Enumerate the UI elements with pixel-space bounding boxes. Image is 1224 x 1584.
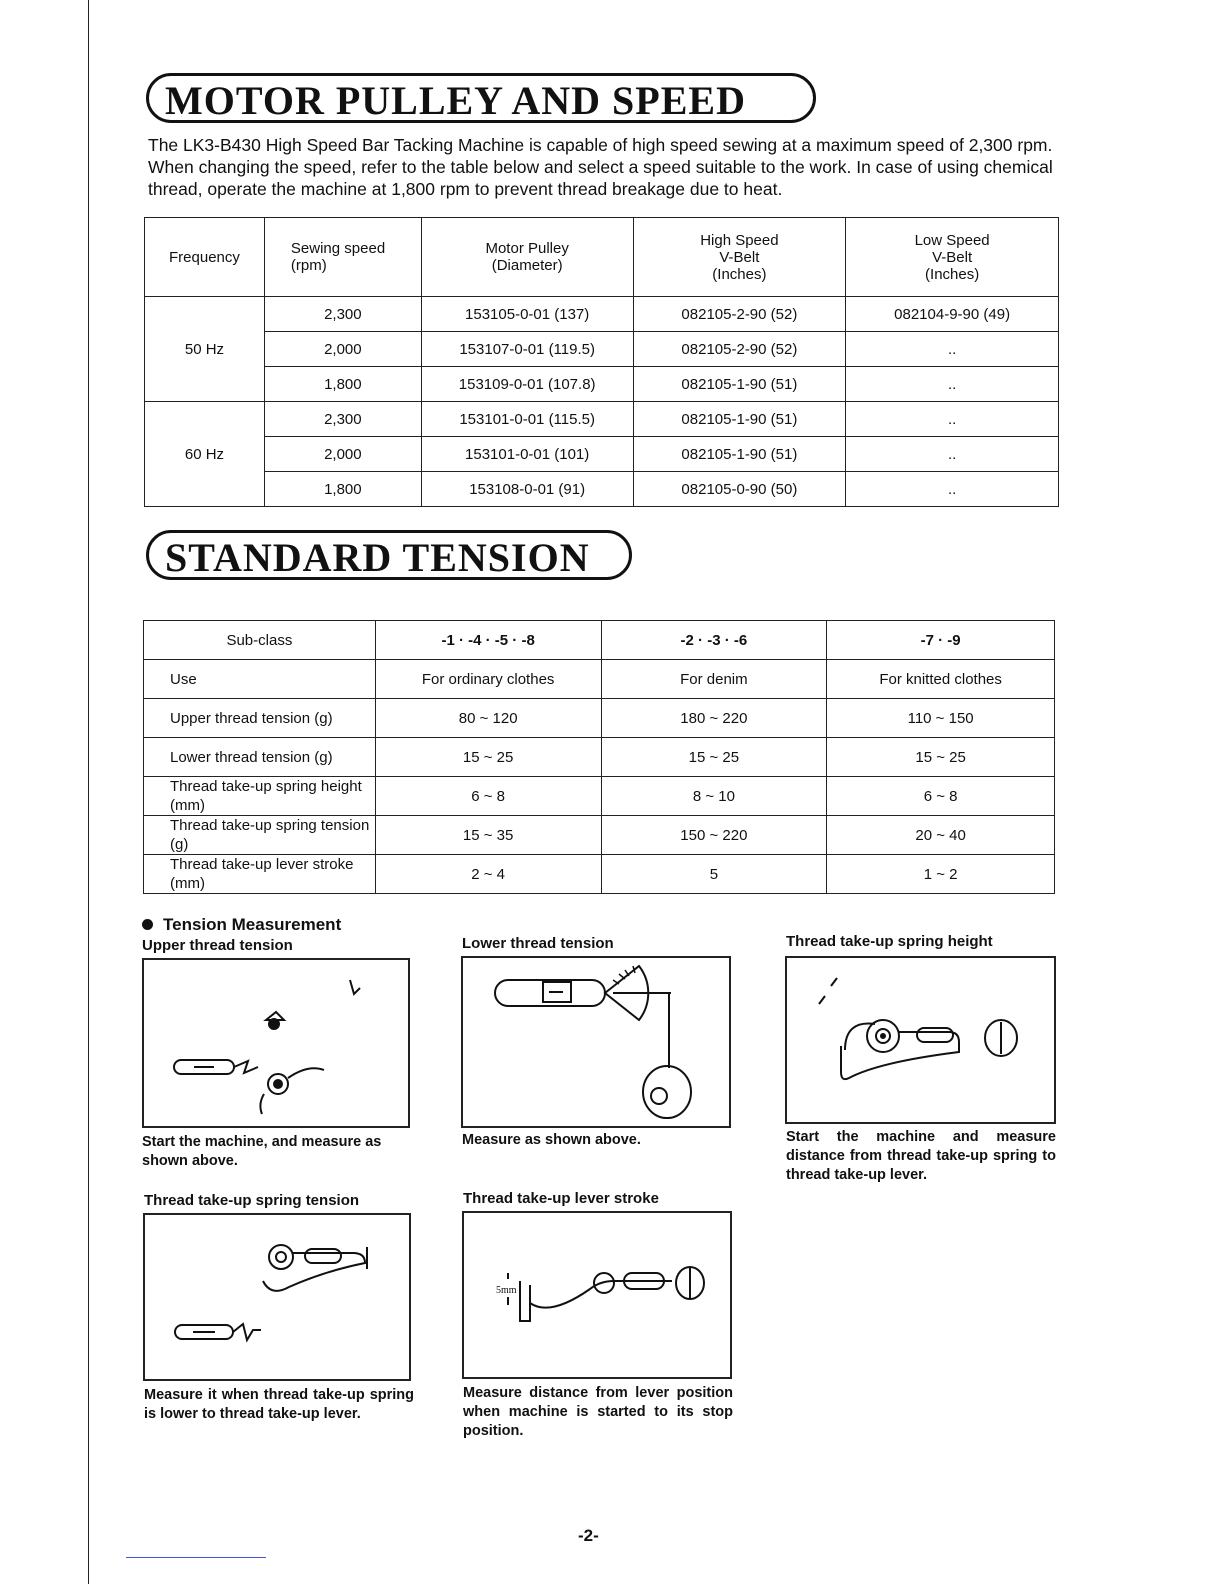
table-row bbox=[144, 855, 1055, 894]
footer-line bbox=[126, 1557, 266, 1558]
table-row bbox=[145, 437, 1059, 472]
cell-speed: 2,000 bbox=[264, 437, 421, 472]
motor-pulley-banner-title: MOTOR PULLEY AND SPEED bbox=[146, 73, 816, 123]
cell-low-belt: .. bbox=[846, 402, 1059, 437]
table-row bbox=[145, 402, 1059, 437]
table-cell: For ordinary clothes bbox=[375, 660, 601, 699]
header-subclass: Sub-class bbox=[144, 621, 376, 660]
cell-pulley: 153109-0-01 (107.8) bbox=[421, 367, 633, 402]
cell-pulley: 153107-0-01 (119.5) bbox=[421, 332, 633, 367]
header-high-speed: High Speed V-Belt (Inches) bbox=[633, 218, 846, 297]
cell-pulley: 153108-0-01 (91) bbox=[421, 472, 633, 507]
table-header-row bbox=[144, 621, 1055, 660]
row-label: Upper thread tension (g) bbox=[144, 699, 376, 738]
table-cell: 20 ~ 40 bbox=[827, 816, 1055, 855]
row-label: Use bbox=[144, 660, 376, 699]
row-label: Thread take-up spring height (mm) bbox=[144, 777, 376, 816]
table-cell: 180 ~ 220 bbox=[601, 699, 827, 738]
lever-stroke-figure bbox=[462, 1211, 732, 1379]
spring-tension-illustration-icon bbox=[145, 1215, 409, 1379]
row-label: Lower thread tension (g) bbox=[144, 738, 376, 777]
cell-low-belt: .. bbox=[846, 437, 1059, 472]
table-row bbox=[144, 699, 1055, 738]
row-label: Thread take-up lever stroke (mm) bbox=[144, 855, 376, 894]
cell-speed: 2,300 bbox=[264, 297, 421, 332]
table-row bbox=[145, 297, 1059, 332]
page-number: -2- bbox=[578, 1526, 599, 1545]
cell-low-belt: .. bbox=[846, 332, 1059, 367]
lever-stroke-title: Thread take-up lever stroke bbox=[463, 1190, 659, 1207]
table-cell: 15 ~ 25 bbox=[827, 738, 1055, 777]
upper-thread-tension-caption: Start the machine, and measure as shown above. bbox=[142, 1134, 382, 1169]
tension-measurement-heading: Tension Measurement bbox=[142, 915, 341, 935]
spring-tension-figure bbox=[143, 1213, 411, 1381]
table-cell: 80 ~ 120 bbox=[375, 699, 601, 738]
motor-pulley-table bbox=[144, 217, 1059, 507]
cell-high-belt: 082105-0-90 (50) bbox=[633, 472, 846, 507]
bobbin-case-gauge-icon bbox=[463, 958, 729, 1126]
bullet-icon bbox=[142, 919, 153, 930]
table-row bbox=[144, 816, 1055, 855]
cell-high-belt: 082105-1-90 (51) bbox=[633, 367, 846, 402]
table-row bbox=[144, 660, 1055, 699]
intro-paragraph: The LK3-B430 High Speed Bar Tacking Machine is capable of high speed sewing at a maximum speed of 2,300 rpm. When changing the speed, refer to the table below and select a speed suitable to the work. In case of using chemical thread, operate the machine at 1,800 rpm to prevent thread breakage due to heat. bbox=[148, 135, 1053, 199]
lever-stroke-caption: Measure distance from lever position when machine is started to its stop position. bbox=[463, 1385, 733, 1439]
standard-tension-table bbox=[143, 620, 1055, 894]
upper-thread-tension-title: Upper thread tension bbox=[142, 937, 293, 954]
cell-low-belt: .. bbox=[846, 472, 1059, 507]
table-row bbox=[144, 777, 1055, 816]
cell-speed: 2,300 bbox=[264, 402, 421, 437]
header-low-speed: Low Speed V-Belt (Inches) bbox=[846, 218, 1059, 297]
table-row bbox=[145, 472, 1059, 507]
upper-thread-tension-figure bbox=[142, 958, 410, 1128]
lower-thread-tension-title: Lower thread tension bbox=[462, 935, 614, 952]
header-subclass-group-1: -1 · -4 · -5 · -8 bbox=[375, 621, 601, 660]
table-row bbox=[145, 332, 1059, 367]
table-cell: 6 ~ 8 bbox=[375, 777, 601, 816]
spring-height-title: Thread take-up spring height bbox=[786, 933, 993, 950]
table-cell: For denim bbox=[601, 660, 827, 699]
take-up-spring-illustration-icon bbox=[787, 958, 1054, 1122]
cell-pulley: 153101-0-01 (101) bbox=[421, 437, 633, 472]
spring-tension-title: Thread take-up spring tension bbox=[144, 1192, 360, 1209]
table-cell: For knitted clothes bbox=[827, 660, 1055, 699]
table-row bbox=[145, 367, 1059, 402]
table-cell: 15 ~ 35 bbox=[375, 816, 601, 855]
row-label: Thread take-up spring tension (g) bbox=[144, 816, 376, 855]
table-cell: 15 ~ 25 bbox=[375, 738, 601, 777]
cell-speed: 1,800 bbox=[264, 472, 421, 507]
spring-height-caption: Start the machine and measure distance from thread take-up spring to thread take-up lever. bbox=[786, 1129, 1056, 1183]
stroke-dimension-label: 5mm bbox=[496, 1285, 517, 1296]
cell-pulley: 153105-0-01 (137) bbox=[421, 297, 633, 332]
spring-tension-caption: Measure it when thread take-up spring is lower to thread take-up lever. bbox=[144, 1387, 414, 1422]
cell-high-belt: 082105-1-90 (51) bbox=[633, 437, 846, 472]
header-frequency: Frequency bbox=[145, 218, 265, 297]
table-row bbox=[144, 738, 1055, 777]
cell-low-belt: .. bbox=[846, 367, 1059, 402]
table-cell: 5 bbox=[601, 855, 827, 894]
cell-high-belt: 082105-1-90 (51) bbox=[633, 402, 846, 437]
header-subclass-group-2: -2 · -3 · -6 bbox=[601, 621, 827, 660]
table-header-row bbox=[145, 218, 1059, 297]
table-cell: 6 ~ 8 bbox=[827, 777, 1055, 816]
header-subclass-group-3: -7 · -9 bbox=[827, 621, 1055, 660]
lever-stroke-illustration-icon bbox=[464, 1213, 730, 1377]
frequency-50hz: 50 Hz bbox=[145, 297, 265, 402]
table-cell: 110 ~ 150 bbox=[827, 699, 1055, 738]
cell-pulley: 153101-0-01 (115.5) bbox=[421, 402, 633, 437]
lower-thread-tension-caption: Measure as shown above. bbox=[462, 1132, 641, 1148]
cell-high-belt: 082105-2-90 (52) bbox=[633, 332, 846, 367]
table-cell: 1 ~ 2 bbox=[827, 855, 1055, 894]
standard-tension-banner-title: STANDARD TENSION bbox=[146, 530, 632, 580]
cell-speed: 1,800 bbox=[264, 367, 421, 402]
cell-low-belt: 082104-9-90 (49) bbox=[846, 297, 1059, 332]
tension-gauge-illustration-icon bbox=[144, 960, 408, 1126]
left-edge-line bbox=[88, 0, 89, 1584]
spring-height-figure bbox=[785, 956, 1056, 1124]
table-cell: 8 ~ 10 bbox=[601, 777, 827, 816]
frequency-60hz: 60 Hz bbox=[145, 402, 265, 507]
table-cell: 150 ~ 220 bbox=[601, 816, 827, 855]
table-cell: 2 ~ 4 bbox=[375, 855, 601, 894]
lower-thread-tension-figure bbox=[461, 956, 731, 1128]
cell-high-belt: 082105-2-90 (52) bbox=[633, 297, 846, 332]
cell-speed: 2,000 bbox=[264, 332, 421, 367]
table-cell: 15 ~ 25 bbox=[601, 738, 827, 777]
header-motor-pulley: Motor Pulley (Diameter) bbox=[421, 218, 633, 297]
header-sewing-speed: Sewing speed (rpm) bbox=[264, 218, 421, 297]
